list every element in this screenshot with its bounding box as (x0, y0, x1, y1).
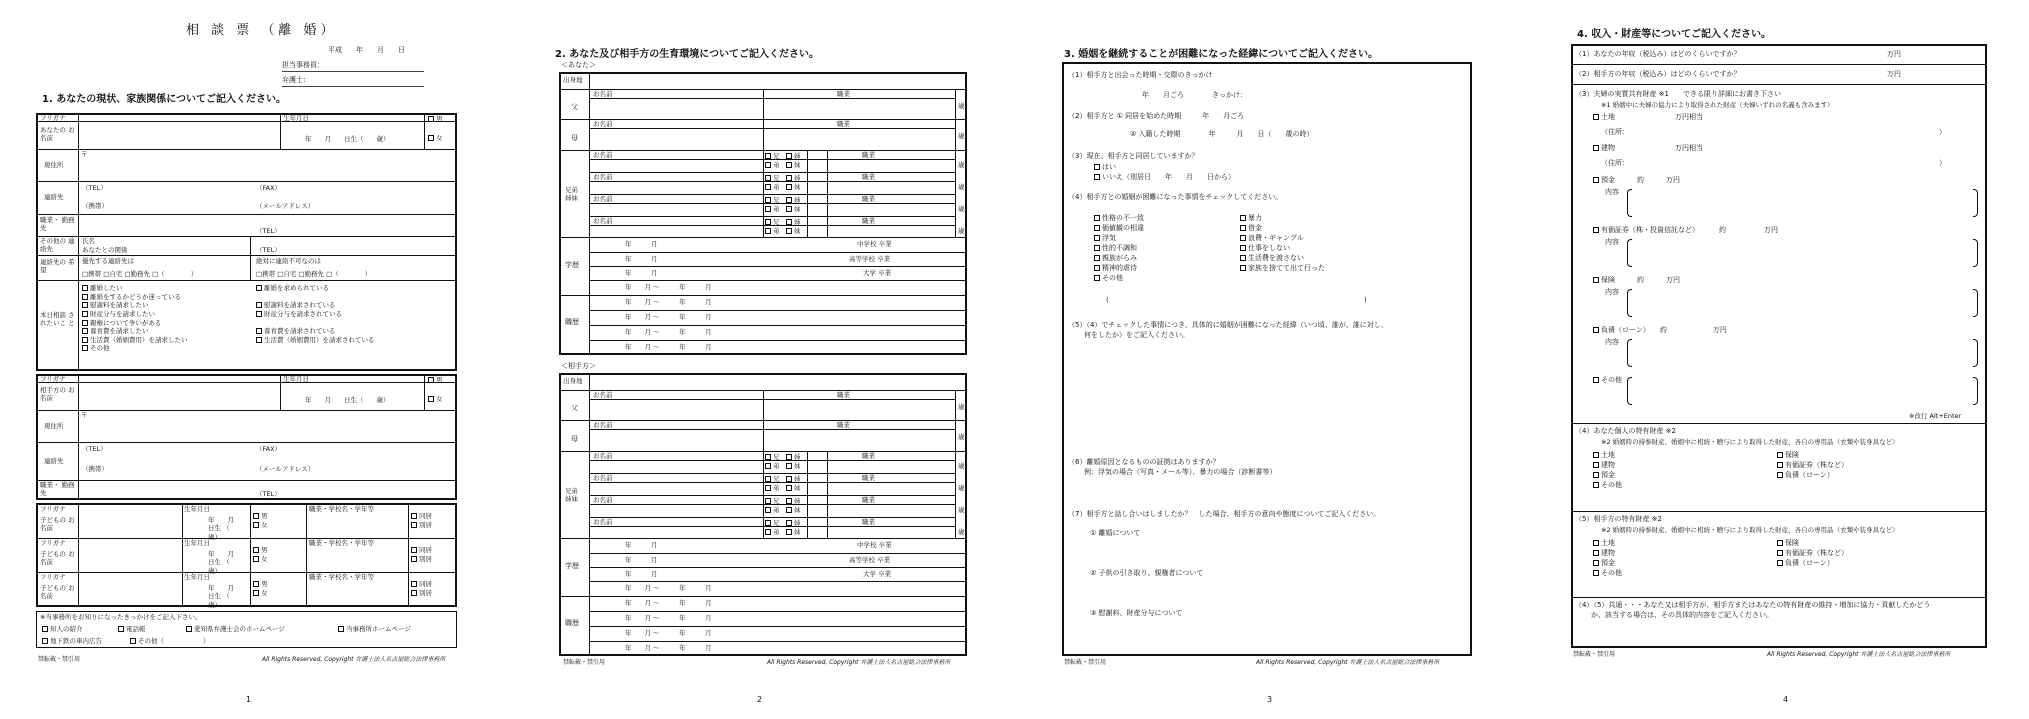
mobile-field[interactable]: （携帯） (82, 202, 108, 210)
partner-zip-mark: 〒 (81, 411, 88, 419)
q3-yes[interactable]: はい (1094, 164, 1116, 171)
pref-label: 連絡先の 希望 (40, 258, 75, 274)
alt-enter-note: ※改行 Alt+Enter (1909, 412, 1962, 420)
career-label: 職歴 (565, 318, 579, 326)
q7-divorce[interactable]: ① 離婚について (1090, 529, 1141, 537)
debt-item[interactable]: 負債（ローン） 約 万円 (1593, 327, 1727, 334)
child-2-birth[interactable]: 年 月 日生 （ 歳） (208, 550, 247, 575)
source-subway[interactable]: 地下鉄の車内広告 (42, 638, 102, 645)
form-title: 相 談 票 （離 婚） (186, 23, 338, 38)
relation-field[interactable]: あなたとの関係 (82, 246, 128, 254)
child-2-living[interactable]: 同居 別居 (411, 546, 432, 564)
other-tel-field[interactable]: （TEL） (256, 246, 281, 254)
q4-note: ※2 婚姻時の持参財産、婚姻中に相続・贈与により取得した財産、各自の専用品（衣類や装身具など） (1601, 438, 1899, 446)
q2-income: （2）相手方の年収（税込み）はどのくらいですか？ (1575, 70, 1741, 78)
job-label: 職業・ 勤務先 (40, 216, 75, 232)
staff-label: 担当事務員： (282, 61, 324, 69)
p-father-label: 父 (571, 404, 578, 412)
purpose-right-list[interactable]: 離婚を求められている 慰謝料を請求されている 財産分与を請求されている 養育費を請求されている 生活費（婚姻費用）を請求されている (256, 284, 375, 344)
q1-income-unit[interactable]: 万円 (1887, 50, 1901, 58)
partner-job-label: 職業・ 勤務先 (40, 481, 75, 497)
q5-partner-property: （5）相手方の特有財産 ※2 (1575, 515, 1662, 523)
q4-left-list[interactable]: 性格の不一致 価値観の相違 浮気 性的不調和 親族がらみ 精神的虐待 その他 (1094, 214, 1144, 284)
furigana-label: フリガナ (40, 114, 66, 122)
insurance-item[interactable]: 保険 約 万円 (1593, 277, 1680, 284)
child-3-living[interactable]: 同居 別居 (411, 580, 432, 598)
source-office-site[interactable]: 当事務所ホームページ (338, 626, 411, 633)
partner-contact-label: 連絡先 (44, 457, 64, 465)
contact-label: 連絡先 (44, 193, 64, 201)
partner-job-tel-field[interactable]: （TEL） (256, 490, 281, 498)
q3-living: （3）現在、相手方と同居していますか？ (1068, 152, 1199, 160)
q4-right-list[interactable]: 暴力 借金 浪費・ギャンブル 仕事をしない 生活費を渡さない 家族を捨てて出て行った (1240, 214, 1325, 274)
q7-discussion: （7）相手方と話し合いはしましたか？ した場合、相手方の意向や態度についてご記入ください。 (1068, 510, 1381, 518)
reprint-note: 禁転載・禁引用 (1573, 651, 1616, 658)
origin-label: 出身地 (563, 76, 583, 84)
tel-field[interactable]: （TEL） (82, 184, 107, 192)
female-checkbox[interactable]: 女 (428, 135, 443, 142)
page-1: 相 談 票 （離 婚） 平成 年 月 日 担当事務員： 弁護士： 1. あなたの現状、家族関係についてご記入ください。 フリガナ 生年月日 男 女 あなたの お名前 年 月 日生（ 歳） 〒 現住所 連絡先 （TEL） （FAX） （携帯） （メールアドレス） 職業・ 勤務先 （TEL） その他の 連絡先 氏名 あなたとの関係 （TEL） 連絡先の 希望 優先する連絡先は 絶対に連絡不可なのは □携帯 □自宅 □勤務先 □（ ） □携帯 □自宅 □勤務先 □（ ） 本日相談 されたいこ と 離婚したい 離婚をするかどうか迷っている 慰謝料を請求したい 財産分与を請求したい 親権について争いがある 養育費を請求したい 生活費（婚姻費用）を請求したい その他 離婚を求められている 慰謝料を請求されている 財産分与を請求されている 養育費を請求されている 生活費（婚姻費用）を請求されている フリガナ 生年月日 男 女 相手方の お名前 年 月 日生（ 歳） 〒 現住所 連絡先 （TEL） （FAX） （携帯） （メールアドレス） 職業・ 勤務先 （TEL） フリガナ 生年月日 子どもの お名前 年 月 日生 （ 歳） 男 女 職業・学校名・学年等 同居 別居 フリガナ 生年月日 子どもの お名前 年 月 日生 （ 歳） 男 女 職業・学校名・学年等 同居 別居 フリガナ 生年月日 子どもの お名前 年 月 日生 （ 歳） 男 女 職業・学校名・学年等 同居 別居 ※当事務所をお知りになったきっかけをご記入下さい。 知人の紹介 電話帳 愛知県弁護士会のホームページ 当事務所ホームページ 地下鉄の車内広告 その他（ ） 禁転載・禁引用 All Rights Reserved, Copyright 弁護士法人名古屋総合法律事務所 1 (0, 0, 507, 719)
deposit-item[interactable]: 預金 約 万円 (1593, 177, 1680, 184)
child-1-living[interactable]: 同居 別居 (411, 512, 432, 530)
source-bar-site[interactable]: 愛知県弁護士会のホームページ (186, 626, 285, 633)
q3-note: ※1 婚姻中に夫婦の協力により取得された財産（夫婦いずれの名義も含みます） (1601, 101, 1834, 109)
q4-reasons: （4）相手方との婚姻が困難になった事情をチェックしてください。 (1068, 193, 1283, 201)
q1-meet: （1）相手方と出会った時期・交際のきっかけ (1068, 71, 1213, 79)
address-label: 現住所 (44, 161, 64, 169)
partner-email-field[interactable]: （メールアドレス） (256, 465, 315, 473)
page-4: 4. 収入・財産等についてご記入ください。 （1）あなたの年収（税込み）はどのくらいですか？ 万円 （2）相手方の年収（税込み）はどのくらいですか？ 万円 （3）夫婦の実質共有財産 ※1 できる限り詳細にお書き下さい ※1 婚姻中に夫婦の協力により取得された財産（夫婦いずれの名義も含みます） 土地 万円相当 （住所： ） 建物 万円相当 （住所： ） 預金 約 万円 内容 有価証券（株・投資信託など） 約 万円 内容 保険 約 万円 内容 負債（ローン） 約 万円 内容 その他 ※改行 Alt+Enter （4）あなた個人の特有財産 ※2 ※2 婚姻時の持参財産、婚姻中に相続・贈与により取得した財産、各自の専用品（衣類や装身具など） 土地 建物 預金 その他 保険 有価証券（株など） 負債（ローン） （5）相手方の特有財産 ※2 ※2 婚姻時の持参財産、婚姻中に相続・贈与により取得した財産、各自の専用品（衣類や装身具など） 土地 建物 預金 その他 保険 有価証券（株など） 負債（ローン） （4）（5）共通・・・あなた又は相手方が、相手方またはあなたの特有財産の維持・増加に協力・貢献したかどう か、該当する場合は、その具体的内容をご記入ください。 禁転載・禁引用 All Rights Reserved, Copyright 弁護士法人名古屋総合法律事務所 4 (1521, 0, 2028, 719)
pref-ng-options[interactable]: □携帯 □自宅 □勤務先 □（ ） (256, 270, 372, 278)
q3-shared-property: （3）夫婦の実質共有財産 ※1 できる限り詳細にお書き下さい (1575, 90, 1781, 98)
partner-tel-field[interactable]: （TEL） (82, 445, 107, 453)
p-siblings-label: 兄弟 姉妹 (565, 487, 578, 504)
q5-note: ※2 婚姻時の持参財産、婚姻中に相続・贈与により取得した財産、各自の専用品（衣類や装身具など） (1601, 526, 1899, 534)
partner-name-label: 相手方の お名前 (40, 386, 75, 402)
copyright: All Rights Reserved, Copyright 弁護士法人名古屋総合法律事務所 (1256, 659, 1440, 666)
land-item[interactable]: 土地 万円相当 (1593, 114, 1703, 121)
q1-income: （1）あなたの年収（税込み）はどのくらいですか？ (1575, 50, 1741, 58)
building-address[interactable]: （住所： (1601, 159, 1629, 167)
q4-own-property: （4）あなた個人の特有財産 ※2 (1575, 427, 1676, 435)
page-2: 2. あなた及び相手方の生育環境についてご記入ください。 ＜あなた＞ 出身地 父 母 兄弟 姉妹 学歴 職歴 お名前 職業 歳 お名前 職業 歳 お名前 お名前 お名前 お名前 職業 職業 職業 職業 歳 歳 歳 歳 兄 姉 弟 妹 兄 姉 弟 妹 兄 姉 弟 妹 兄 姉 弟 妹 年 月 年 月 年 月 中学校 卒業 高等学校 卒業 大学 卒業 年 月 ～ 年 月 年 月 ～ 年 月 年 月 ～ 年 月 年 月 ～ 年 月 年 月 ～ 年 月 ＜相手方＞ 出身地 父 母 兄弟 姉妹 学歴 職歴 お名前 職業 歳 お名前 職業 歳 お名前 お名前 お名前 お名前 職業 職業 職業 職業 歳 歳 歳 歳 兄 姉 弟 妹 兄 姉 弟 妹 兄 姉 弟 妹 兄 姉 弟 妹 年 月 年 月 年 月 中学校 卒業 高等学校 卒業 大学 卒業 年 月 ～ 年 月 年 月 ～ 年 月 年 月 ～ 年 月 年 月 ～ 年 月 年 月 ～ 年 月 禁転載・禁引用 All Rights Reserved, Copyright 弁護士法人名古屋総合法律事務所 2 (507, 0, 1014, 719)
child-1-birth[interactable]: 年 月 日生 （ 歳） (208, 516, 247, 541)
pref-ng-label: 絶対に連絡不可なのは (256, 257, 321, 265)
partner-mobile-field[interactable]: （携帯） (82, 465, 108, 473)
p-origin-label: 出身地 (563, 377, 583, 385)
partner-female-checkbox[interactable]: 女 (428, 396, 443, 403)
page-number: 4 (1783, 695, 1789, 704)
q3-no[interactable]: いいえ（別居日 年 月 日から） (1094, 174, 1235, 181)
page-number: 1 (246, 695, 252, 704)
pref-ok-label: 優先する連絡先は (82, 257, 134, 265)
section-2-heading: 2. あなた及び相手方の生育環境についてご記入ください。 (555, 49, 820, 60)
q6-contribution: （4）（5）共通・・・あなた又は相手方が、相手方またはあなたの特有財産の維持・増加に協力・貢献したかどう (1575, 601, 1931, 609)
partner-fax-field[interactable]: （FAX） (256, 445, 282, 453)
birth-label: 生年月日 (283, 114, 309, 122)
page-number: 3 (1267, 695, 1273, 704)
q6-contribution-2: か、該当する場合は、その具体的内容をご記入ください。 (1591, 611, 1773, 619)
siblings-label: 兄弟 姉妹 (565, 186, 578, 203)
partner-label: ＜相手方＞ (561, 362, 596, 370)
q5-details: （5）（4）でチェックした事情につき、具体的に婚姻が困難になった経緯（いつ頃、誰が、誰に対し、 (1068, 321, 1388, 329)
source-question: ※当事務所をお知りになったきっかけをご記入下さい。 (40, 613, 202, 621)
q5-details-2: 何をしたか）をご記入ください。 (1084, 331, 1189, 339)
q5-right-list[interactable]: 保険 有価証券（株など） 負債（ローン） (1777, 538, 1848, 568)
copyright: All Rights Reserved, Copyright 弁護士法人名古屋総合法律事務所 (262, 656, 446, 663)
other-item[interactable]: その他 (1593, 377, 1622, 384)
child-2-sex[interactable]: 男 女 (253, 546, 268, 564)
partner-birth-label: 生年月日 (283, 375, 309, 383)
page-number: 2 (757, 695, 763, 704)
q4-right-list[interactable]: 保険 有価証券（株など） 負債（ローン） (1777, 450, 1848, 480)
purpose-left-list[interactable]: 離婚したい 離婚をするかどうか迷っている 慰謝料を請求したい 財産分与を請求したい 親権について争いがある 養育費を請求したい 生活費（婚姻費用）を請求したい その他 (82, 284, 188, 353)
partner-furigana-label: フリガナ (40, 375, 66, 383)
page-3: 3. 婚姻を継続することが困難になった経緯についてご記入ください。 （1）相手方と出会った時期・交際のきっかけ 年 月ごろ きっかけ： （2）相手方と ① 同居を始めた時期 年 月ごろ ② 入籍した時期 年 月 日（ 歳の時） （3）現在、相手方と同居していますか？ はい いいえ（別居日 年 月 日から） （4）相手方との婚姻が困難になった事情をチェックしてください。 性格の不一致 価値観の相違 浮気 性的不調和 親族がらみ 精神的虐待 その他 ( ) 暴力 借金 浪費・ギャンブル 仕事をしない 生活費を渡さない 家族を捨てて出て行った （5）（4）でチェックした事情につき、具体的に婚姻が困難になった経緯（いつ頃、誰が、誰に対し、 何をしたか）をご記入ください。 （6）離婚原因となるものの証拠はありますか？ 例：浮気の場合（写真・メール等）、暴力の場合（診断書等） （7）相手方と話し合いはしましたか？ した場合、相手方の意向や態度についてご記入ください。 ① 離婚について ② 子供の引き取り、親権者について ③ 慰謝料、財産分与について 禁転載・禁引用 All Rights Reserved, Copyright 弁護士法人名古屋総合法律事務所 3 (1014, 0, 1521, 719)
partner-birth-field[interactable]: 年 月 日生（ 歳） (305, 396, 390, 404)
job-tel-field[interactable]: （TEL） (256, 227, 281, 235)
copyright: All Rights Reserved, Copyright 弁護士法人名古屋総合法律事務所 (767, 659, 951, 666)
mother-label: 母 (571, 134, 578, 142)
source-intro[interactable]: 知人の紹介 (42, 626, 83, 633)
father-label: 父 (571, 103, 578, 111)
your-name-label: あなたの お名前 (40, 126, 75, 142)
q4-left-list[interactable]: 土地 建物 預金 その他 (1593, 450, 1622, 491)
source-phonebook[interactable]: 電話帳 (118, 626, 146, 633)
q7-money[interactable]: ③ 慰謝料、財産分与について (1090, 609, 1183, 617)
purpose-label: 本日相談 されたいこ と (40, 311, 75, 327)
child-3-birth[interactable]: 年 月 日生 （ 歳） (208, 584, 247, 609)
q1-answer[interactable]: 年 月ごろ きっかけ： (1142, 91, 1247, 99)
partner-address-label: 現住所 (44, 422, 64, 430)
p-education-label: 学歴 (565, 562, 579, 570)
lawyer-label: 弁護士： (282, 76, 310, 84)
male-checkbox[interactable]: 男 (428, 116, 443, 123)
pref-ok-options[interactable]: □携帯 □自宅 □勤務先 □（ ） (82, 270, 198, 278)
zip-mark: 〒 (81, 150, 88, 158)
you-label: ＜あなた＞ (561, 61, 596, 69)
reprint-note: 禁転載・禁引用 (563, 659, 606, 666)
building-item[interactable]: 建物 万円相当 (1593, 145, 1703, 152)
p-career-label: 職歴 (565, 619, 579, 627)
other-contact-label: その他の 連絡先 (40, 237, 75, 253)
copyright: All Rights Reserved, Copyright 弁護士法人名古屋総合法律事務所 (1767, 651, 1951, 658)
land-address[interactable]: （住所： (1601, 128, 1629, 136)
child-3-sex[interactable]: 男 女 (253, 580, 268, 598)
birth-date-field[interactable]: 年 月 日生（ 歳） (305, 135, 390, 143)
partner-male-checkbox[interactable]: 男 (428, 377, 443, 384)
section-4-heading: 4. 収入・財産等についてご記入ください。 (1577, 29, 1772, 40)
section-3-heading: 3. 婚姻を継続することが困難になった経緯についてご記入ください。 (1064, 49, 1379, 60)
q2-cohabit[interactable]: （2）相手方と ① 同居を始めた時期 年 月ごろ (1068, 112, 1245, 120)
q7-custody[interactable]: ② 子供の引き取り、親権者について (1090, 569, 1204, 577)
child-1-sex[interactable]: 男 女 (253, 512, 268, 530)
reprint-note: 禁転載・禁引用 (1064, 659, 1107, 666)
partner-info-table (36, 374, 457, 500)
p-mother-label: 母 (571, 435, 578, 443)
securities-item[interactable]: 有価証券（株・投資信託など） 約 万円 (1593, 227, 1778, 234)
q2-marriage[interactable]: ② 入籍した時期 年 月 日（ 歳の時） (1130, 130, 1314, 138)
source-other[interactable]: その他（ ） (130, 638, 210, 645)
date-field[interactable]: 平成 年 月 日 (328, 46, 405, 54)
q6-evidence: （6）離婚原因となるものの証拠はありますか？ (1068, 458, 1220, 466)
education-label: 学歴 (565, 261, 579, 269)
q2-income-unit[interactable]: 万円 (1887, 70, 1901, 78)
other-name-field[interactable]: 氏名 (82, 237, 95, 245)
q5-left-list[interactable]: 土地 建物 預金 その他 (1593, 538, 1622, 579)
section-1-heading: 1. あなたの現状、家族関係についてご記入ください。 (42, 94, 287, 105)
fax-field[interactable]: （FAX） (256, 184, 282, 192)
reprint-note: 禁転載・禁引用 (38, 656, 81, 663)
q6-example: 例：浮気の場合（写真・メール等）、暴力の場合（診断書等） (1084, 468, 1277, 476)
email-field[interactable]: （メールアドレス） (256, 202, 315, 210)
